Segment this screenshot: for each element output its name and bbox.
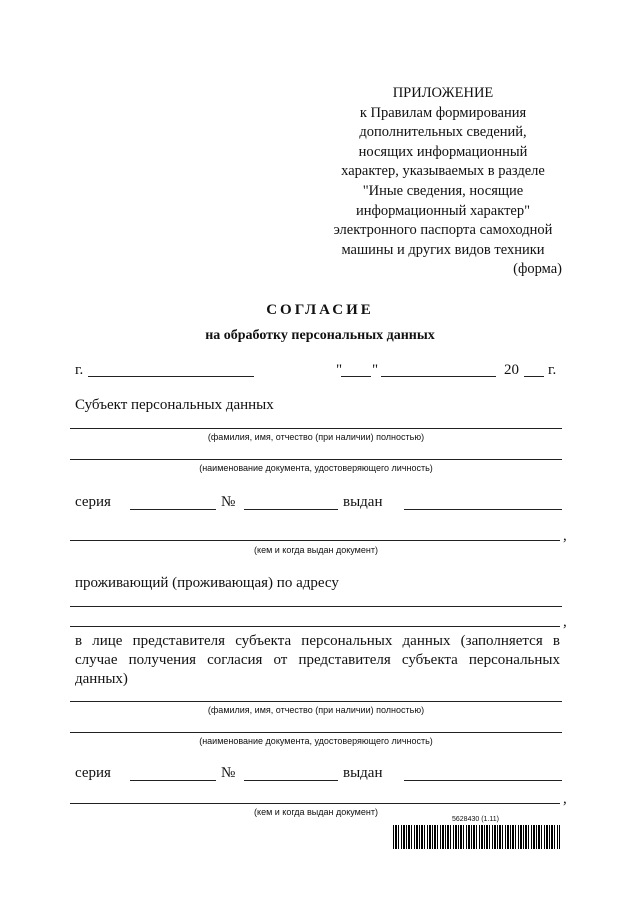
rep-issuer-field[interactable]: [70, 803, 560, 804]
subject-issuer-caption: (кем и когда выдан документ): [254, 545, 378, 555]
rep-issuer-comma: ,: [563, 791, 567, 807]
rep-issued-field[interactable]: [404, 780, 562, 781]
address-field-1[interactable]: [70, 606, 562, 607]
rep-fio-caption: (фамилия, имя, отчество (при наличии) полностью): [207, 705, 425, 715]
appendix-line: электронного паспорта самоходной: [333, 222, 553, 239]
quote-open: ": [336, 362, 343, 378]
quote-close: ": [372, 362, 379, 378]
rep-fio-field[interactable]: [70, 701, 562, 702]
rep-doc-field[interactable]: [70, 732, 562, 733]
year-field[interactable]: [524, 376, 544, 377]
address-field-2[interactable]: [70, 626, 560, 627]
document-subtitle: на обработку персональных данных: [205, 328, 435, 343]
appendix-line: ПРИЛОЖЕНИЕ: [392, 85, 494, 101]
rep-number-field[interactable]: [244, 780, 338, 781]
subject-label: Субъект персональных данных: [75, 397, 274, 413]
city-prefix: г.: [75, 362, 84, 378]
appendix-line: "Иные сведения, носящие: [362, 182, 524, 199]
appendix-header: [318, 84, 568, 260]
city-field[interactable]: [88, 376, 254, 377]
barcode-image: [393, 825, 560, 849]
subject-number-field[interactable]: [244, 509, 338, 510]
rep-series-field[interactable]: [130, 780, 216, 781]
subject-series-label: серия: [75, 494, 111, 510]
subject-fio-field[interactable]: [70, 428, 562, 429]
appendix-line: характер, указываемых в разделе: [341, 163, 545, 180]
subject-issued-field[interactable]: [404, 509, 562, 510]
address-comma: ,: [563, 614, 567, 630]
subject-series-field[interactable]: [130, 509, 216, 510]
subject-issued-label: выдан: [343, 494, 383, 510]
year-suffix: г.: [548, 362, 557, 378]
rep-issuer-caption: (кем и когда выдан документ): [254, 807, 378, 817]
document-title: СОГЛАСИЕ: [266, 302, 374, 318]
barcode-label: 5628430 (1.11): [452, 816, 499, 823]
appendix-line: носящих информационный: [358, 143, 528, 160]
rep-issued-label: выдан: [343, 765, 383, 781]
address-label: проживающий (проживающая) по адресу: [75, 575, 339, 591]
appendix-line: машины и других видов техники: [341, 241, 545, 258]
year-prefix: 20: [504, 362, 519, 378]
appendix-line: к Правилам формирования: [359, 104, 527, 121]
subject-issuer-field[interactable]: [70, 540, 560, 541]
month-field[interactable]: [381, 376, 496, 377]
subject-fio-caption: (фамилия, имя, отчество (при наличии) полностью): [207, 432, 425, 442]
appendix-line: дополнительных сведений,: [359, 124, 527, 141]
rep-number-label: №: [221, 765, 236, 781]
form-label: (форма): [513, 261, 562, 277]
subject-doc-caption: (наименование документа, удостоверяющего личность): [199, 463, 433, 473]
day-field[interactable]: [341, 376, 371, 377]
representative-text: в лице представителя субъекта персональных данных (заполняется в случае получения согласия от представителя субъекта персональных данных): [75, 633, 560, 687]
subject-number-label: №: [221, 494, 236, 510]
rep-doc-caption: (наименование документа, удостоверяющего личность): [199, 736, 433, 746]
subject-doc-field[interactable]: [70, 459, 562, 460]
subject-issuer-comma: ,: [563, 528, 567, 544]
rep-series-label: серия: [75, 765, 111, 781]
appendix-line: информационный характер": [355, 202, 531, 219]
